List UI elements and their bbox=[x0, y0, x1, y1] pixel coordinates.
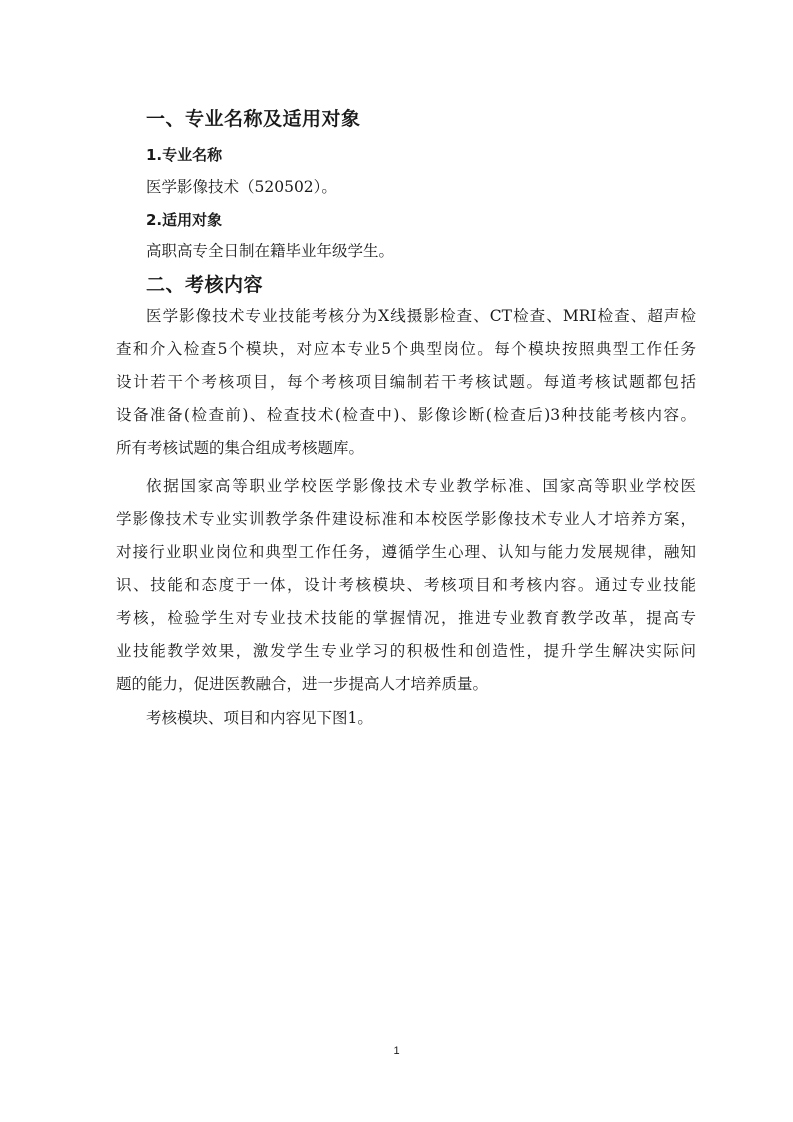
paragraph-line: 依据国家高等职业学校医学影像技术专业教学标准、国家高等职业学校医 bbox=[146, 477, 696, 495]
subsection-heading-major-name: 1.专业名称 bbox=[146, 146, 223, 164]
page-number: 1 bbox=[393, 1045, 400, 1057]
paragraph-line: 识、技能和态度于一体，设计考核模块、考核项目和考核内容。通过专业技能 bbox=[116, 576, 696, 594]
target-text: 高职高专全日制在籍毕业年级学生。 bbox=[146, 242, 395, 260]
paragraph-line: 业技能教学效果，激发学生专业学习的积极性和创造性，提升学生解决实际问 bbox=[116, 642, 696, 660]
major-name-text: 医学影像技术（520502）。 bbox=[146, 178, 337, 196]
paragraph-line: 设计若干个考核项目，每个考核项目编制若干考核试题。每道考核试题都包括 bbox=[116, 373, 696, 391]
paragraph-line: 学影像技术专业实训教学条件建设标准和本校医学影像技术专业人才培养方案， bbox=[116, 510, 696, 528]
paragraph-3 bbox=[116, 706, 696, 739]
paragraph-line: 医学影像技术专业技能考核分为X线摄影检查、CT检查、MRI检查、超声检 bbox=[146, 307, 696, 325]
paragraph-line: 考核，检验学生对专业技术技能的掌握情况，推进专业教育教学改革，提高专 bbox=[116, 609, 696, 627]
paragraph-line: 查和介入检查5个模块，对应本专业5个典型岗位。每个模块按照典型工作任务 bbox=[116, 340, 696, 358]
paragraph-1 bbox=[116, 304, 696, 469]
paragraph-line: 考核模块、项目和内容见下图1。 bbox=[146, 709, 373, 727]
paragraph-2 bbox=[116, 474, 696, 705]
paragraph-line: 对接行业职业岗位和典型工作任务，遵循学生心理、认知与能力发展规律，融知 bbox=[116, 543, 696, 561]
subsection-heading-target: 2.适用对象 bbox=[146, 211, 223, 229]
paragraph-line: 题的能力，促进医教融合，进一步提高人才培养质量。 bbox=[116, 675, 489, 693]
section1-title: 一、专业名称及适用对象 bbox=[146, 108, 361, 130]
paragraph-line: 所有考核试题的集合组成考核题库。 bbox=[116, 439, 365, 457]
section2-title: 二、考核内容 bbox=[146, 274, 264, 296]
paragraph-line: 设备准备(检查前)、检查技术(检查中)、影像诊断(检查后)3种技能考核内容。 bbox=[116, 406, 696, 424]
